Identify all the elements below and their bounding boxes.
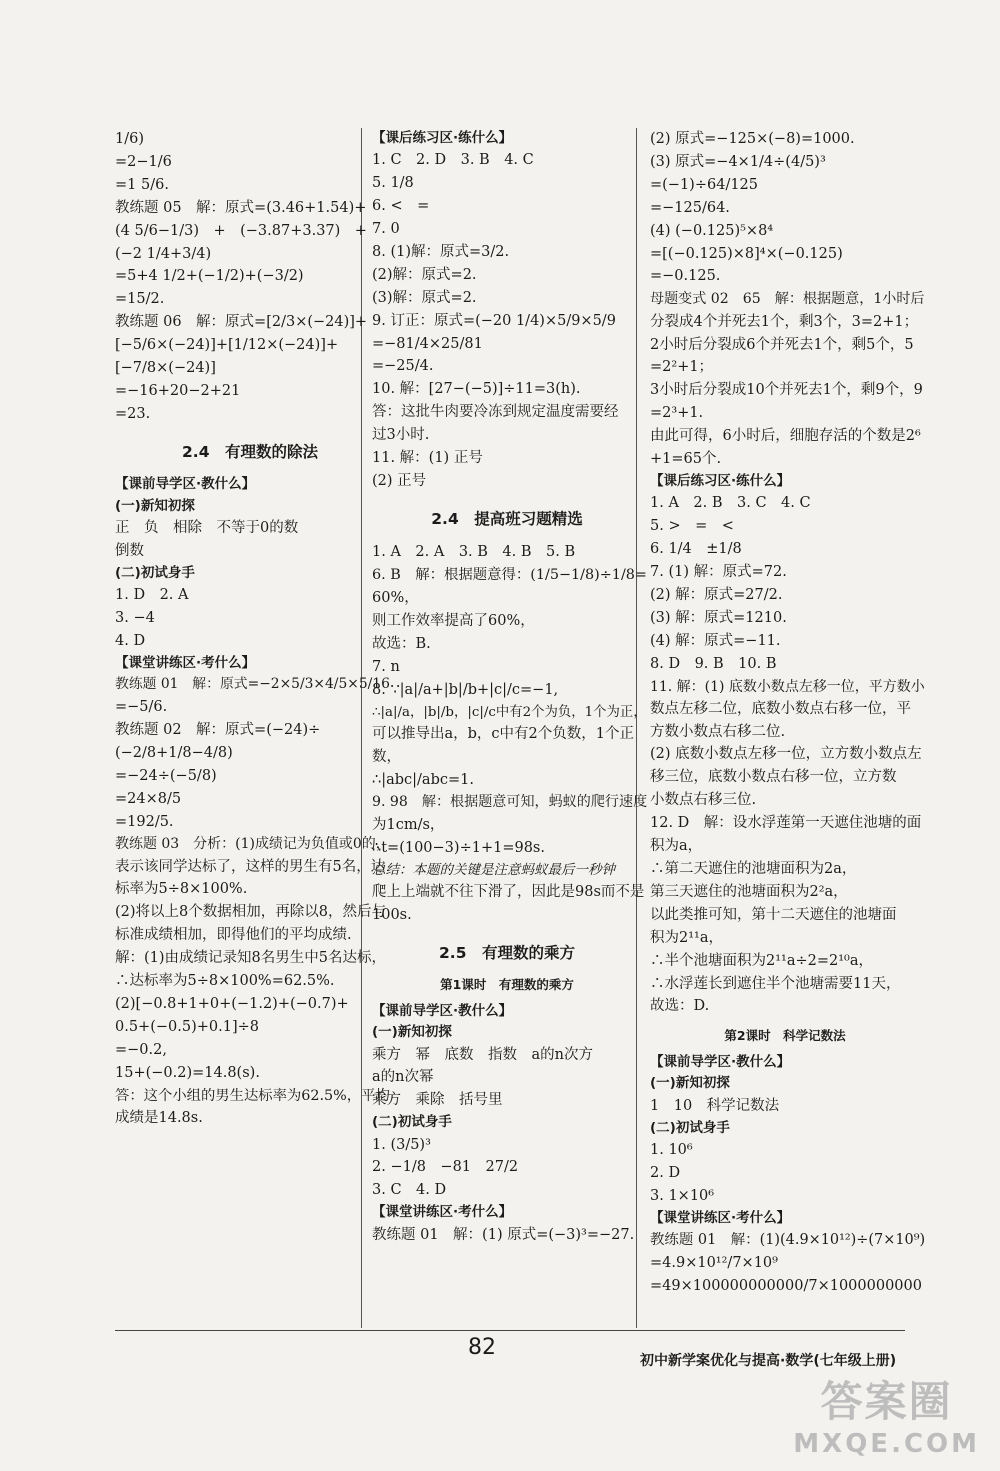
answer-line: 9. 98 解：根据题意可知，蚂蚁的爬行速度 (372, 794, 648, 811)
answer-line: 故选：B. (372, 635, 431, 652)
answer-line: 2小时后分裂成6个并死去1个，剩5个，5 (650, 336, 914, 353)
answer-line: 由此可得，6小时后，细胞存活的个数是2⁶ (650, 428, 921, 445)
section-label: (二)初试身手 (650, 1119, 730, 1136)
answer-line: 10. 解：[27−(−5)]÷11=3(h). (372, 381, 581, 398)
answer-line: +1=65个. (650, 451, 722, 468)
answer-line: 教练题 05 解：原式=(3.46+1.54)+ (115, 199, 367, 216)
page-number: 82 (468, 1335, 496, 1360)
answer-line: 6. B 解：根据题意得：(1/5−1/8)÷1/8= (372, 567, 647, 584)
answer-line: ∴t=(100−3)÷1+1=98s. (372, 839, 545, 856)
answer-line: 标准成绩相加，即得他们的平均成绩. (115, 927, 352, 944)
answer-line: 5. > = < (650, 518, 734, 535)
answer-line: 3小时后分裂成10个并死去1个，剩9个，9 (650, 382, 923, 399)
section-label: 【课堂讲练区·考什么】 (115, 654, 256, 671)
answer-line: =(−1)÷64/125 (650, 176, 758, 193)
answer-line: [−5/6×(−24)]+[1/12×(−24)]+ (115, 337, 339, 354)
answer-line: 方数小数点右移二位. (650, 723, 786, 740)
answer-line: 12. D 解：设水浮莲第一天遮住池塘的面 (650, 815, 922, 832)
answer-line: =−81/4×25/81 (372, 335, 483, 352)
answer-line: 以此类推可知，第十二天遮住的池塘面 (650, 906, 897, 923)
answer-line: (2) 正号 (372, 473, 427, 490)
answer-line: 6. < = (372, 198, 430, 215)
answer-line: [−7/8×(−24)] (115, 360, 216, 377)
answer-line: 60%， (372, 590, 419, 607)
answer-line: 7. n (372, 658, 400, 675)
answer-line: ∴达标率为5÷8×100%=62.5%. (115, 973, 335, 990)
answer-line: 总结：本题的关键是注意蚂蚁最后一秒钟 (372, 861, 615, 878)
answer-line: 6. 1/4 ±1/8 (650, 541, 742, 558)
answer-line: 9. 订正：原式=(−20 1/4)×5/9×5/9 (372, 312, 616, 329)
answer-line: 2. −1/8 −81 27/2 (372, 1159, 519, 1176)
watermark-text: 答案圈 (820, 1377, 953, 1426)
answer-line: 2. D (650, 1164, 681, 1181)
answer-line: =2³+1. (650, 405, 704, 422)
answer-line: 数点左移二位，底数小数点右移一位，平 (650, 700, 911, 717)
answer-line: 11. 解：(1) 底数小数点左移一位，平方数小 (650, 678, 925, 695)
section-label: 【课前导学区·教什么】 (115, 476, 256, 493)
answer-line: (2)解：原式=2. (372, 266, 477, 283)
answer-line: 故选：D. (650, 998, 710, 1015)
answer-line: 爬上上端就不往下滑了，因此是98s而不是 (372, 883, 645, 900)
answer-line: =4.9×10¹²/7×10⁹ (650, 1254, 778, 1271)
answer-line: (4) 解：原式=−11. (650, 632, 781, 649)
answer-line: 解：(1)由成绩记录知8名男生中5名达标， (115, 950, 386, 967)
answer-line: 教练题 03 分析：(1)成绩记为负值或0的， (115, 836, 390, 853)
answer-line: 1. A 2. A 3. B 4. B 5. B (372, 544, 576, 561)
answer-line: 7. 0 (372, 221, 400, 238)
answer-line: ∴水浮莲长到遮住半个池塘需要11天， (650, 975, 901, 992)
answer-line: 教练题 06 解：原式=[2/3×(−24)]+ (115, 314, 368, 331)
answer-line: (2) 解：原式=27/2. (650, 586, 783, 603)
answer-line: 1. A 2. B 3. C 4. C (650, 495, 811, 512)
answer-line: =−125/64. (650, 199, 730, 216)
answer-line: =−5/6. (115, 698, 168, 715)
section-label: (二)初试身手 (372, 1114, 452, 1131)
answer-line: 教练题 01 解：(1)(4.9×10¹²)÷(7×10⁹) (650, 1232, 926, 1248)
answer-line: =1 5/6. (115, 176, 169, 193)
answer-line: 正 负 相除 不等于0的数 (115, 519, 299, 536)
answer-line: 移三位，底数小数点右移一位，立方数 (650, 769, 897, 786)
answer-line: (−2/8+1/8−4/8) (115, 744, 233, 761)
answer-line: (2)[−0.8+1+0+(−1.2)+(−0.7)+ (115, 995, 349, 1012)
answer-line: 教练题 01 解：(1) 原式=(−3)³=−27. (372, 1226, 635, 1243)
watermark-url: MXQE.COM (793, 1429, 980, 1459)
answer-line: 标率为5÷8×100%. (115, 881, 248, 898)
answer-line: =192/5. (115, 813, 174, 830)
answer-line: =−0.2, (115, 1041, 167, 1058)
answer-line: (4 5/6−1/3) + (−3.87+3.37) + (115, 222, 367, 239)
column-middle (372, 128, 648, 1247)
answer-line: 8. ∵|a|/a+|b|/b+|c|/c=−1, (372, 681, 559, 698)
answer-line: 11. 解：(1) 正号 (372, 450, 483, 467)
answer-line: =15/2. (115, 291, 165, 308)
answer-line: 0.5+(−0.5)+0.1]÷8 (115, 1018, 259, 1035)
answer-line: 乘方 幂 底数 指数 a的n次方 (372, 1046, 593, 1063)
answer-line: =−25/4. (372, 358, 434, 375)
section-label: 【课前导学区·教什么】 (650, 1054, 791, 1071)
section-heading: 2.5 有理数的乘方 (439, 943, 575, 962)
column-right (650, 128, 926, 1298)
answer-line: 乘方 乘除 括号里 (372, 1092, 503, 1109)
book-title: 初中新学案优化与提高·数学(七年级上册) (640, 1353, 897, 1369)
answer-line: 8. (1)解：原式=3/2. (372, 243, 510, 260)
answer-line: (−2 1/4+3/4) (115, 245, 212, 262)
answer-line: 1. (3/5)³ (372, 1136, 431, 1153)
answer-line: 1. 10⁶ (650, 1141, 693, 1158)
answer-line: a的n次幂 (372, 1069, 434, 1086)
answer-line: 答：这个小组的男生达标率为62.5%，平均 (115, 1087, 390, 1104)
lesson-heading: 第2课时 科学记数法 (724, 1028, 846, 1044)
answer-line: =5+4 1/2+(−1/2)+(−3/2) (115, 268, 304, 285)
section-label: (一)新知初探 (650, 1075, 730, 1092)
answer-line: 100s. (372, 906, 412, 923)
answer-line: 积为a， (650, 838, 703, 855)
lesson-heading: 第1课时 有理数的乘方 (440, 977, 574, 993)
section-label: 【课前导学区·教什么】 (372, 1002, 513, 1019)
answer-line: 分裂成4个并死去1个，剩3个，3=2+1； (650, 313, 919, 330)
answer-line: 积为2¹¹a， (650, 929, 723, 946)
answer-line: 倒数 (115, 542, 144, 559)
answer-line: 1/6) (115, 131, 144, 147)
answer-line: 1 10 科学记数法 (650, 1097, 780, 1114)
answer-line: (4) (−0.125)⁵×8⁴ (650, 222, 774, 239)
answer-line: 母题变式 02 65 解：根据题意，1小时后 (650, 291, 925, 308)
answer-line: 可以推导出a，b，c中有2个负数，1个正 (372, 725, 634, 742)
section-label: (一)新知初探 (372, 1024, 452, 1041)
answer-line: ∴第二天遮住的池塘面积为2a， (650, 860, 857, 877)
answer-line: 表示该同学达标了，这样的男生有5名，达 (115, 858, 386, 875)
section-label: (二)初试身手 (115, 564, 195, 581)
answer-line: 小数点右移三位. (650, 792, 757, 809)
answer-line: 3. 1×10⁶ (650, 1187, 715, 1204)
answer-line: =−0.125. (650, 268, 721, 285)
section-label: 【课后练习区·练什么】 (650, 472, 791, 489)
section-heading: 2.4 有理数的除法 (182, 442, 318, 461)
answer-line: =2−1/6 (115, 153, 172, 170)
section-label: 【课后练习区·练什么】 (372, 130, 513, 146)
answer-line: (2) 原式=−125×(−8)=1000. (650, 131, 855, 147)
footer-rule (115, 1330, 905, 1331)
answer-line: ∴|abc|/abc=1. (372, 771, 474, 788)
answer-line: 教练题 02 解：原式=(−24)÷ (115, 721, 321, 738)
answer-line: (2) 底数小数点左移一位，立方数小数点左 (650, 746, 922, 763)
answer-line: =−24÷(−5/8) (115, 767, 217, 784)
answer-line: 4. D (115, 632, 146, 649)
section-label: (一)新知初探 (115, 497, 195, 514)
answer-line: 数， (372, 748, 401, 765)
answer-line: 1. D 2. A (115, 587, 189, 604)
answer-line: (3)解：原式=2. (372, 289, 477, 306)
answer-line: 过3小时. (372, 427, 430, 444)
answer-line: (3) 原式=−4×1/4÷(4/5)³ (650, 153, 826, 170)
answer-line: 教练题 01 解：原式=−2×5/3×4/5×5/16 (115, 676, 390, 693)
answer-line: =23. (115, 405, 151, 422)
answer-line: =[(−0.125)×8]⁴×(−0.125) (650, 245, 843, 262)
answer-line: ∴半个池塘面积为2¹¹a÷2=2¹⁰a， (650, 952, 874, 969)
answer-line: 15+(−0.2)=14.8(s). (115, 1064, 260, 1081)
answer-line: 3. C 4. D (372, 1182, 447, 1199)
answer-line: 答：这批牛肉要冷冻到规定温度需要经 (372, 404, 619, 421)
answer-line: 5. 1/8 (372, 175, 414, 192)
answer-line: =24×8/5 (115, 790, 182, 807)
answer-line: (2)将以上8个数据相加，再除以8，然后与 (115, 904, 386, 921)
section-label: 【课堂讲练区·考什么】 (372, 1204, 513, 1221)
answer-line: 1. C 2. D 3. B 4. C (372, 152, 534, 169)
answer-line: 3. −4 (115, 609, 155, 626)
answer-line: 8. D 9. B 10. B (650, 655, 777, 672)
answer-line: =49×100000000000/7×1000000000 (650, 1277, 922, 1294)
section-heading: 2.4 提高班习题精选 (431, 509, 583, 528)
answer-line: 7. (1) 解：原式=72. (650, 564, 787, 580)
watermark-logo (793, 1369, 980, 1459)
answer-line: =−16+20−2+21 (115, 382, 241, 399)
answer-line: 则工作效率提高了60%， (372, 612, 535, 629)
answer-line: 成绩是14.8s. (115, 1110, 203, 1127)
answer-line: 第三天遮住的池塘面积为2²a， (650, 883, 848, 900)
answer-line: ∴|a|/a，|b|/b，|c|/c中有2个为负，1个为正， (372, 704, 647, 720)
answer-line: (3) 解：原式=1210. (650, 609, 787, 626)
section-label: 【课堂讲练区·考什么】 (650, 1209, 791, 1226)
answer-line: 为1cm/s， (372, 816, 445, 833)
answer-line: =2²+1； (650, 359, 714, 376)
